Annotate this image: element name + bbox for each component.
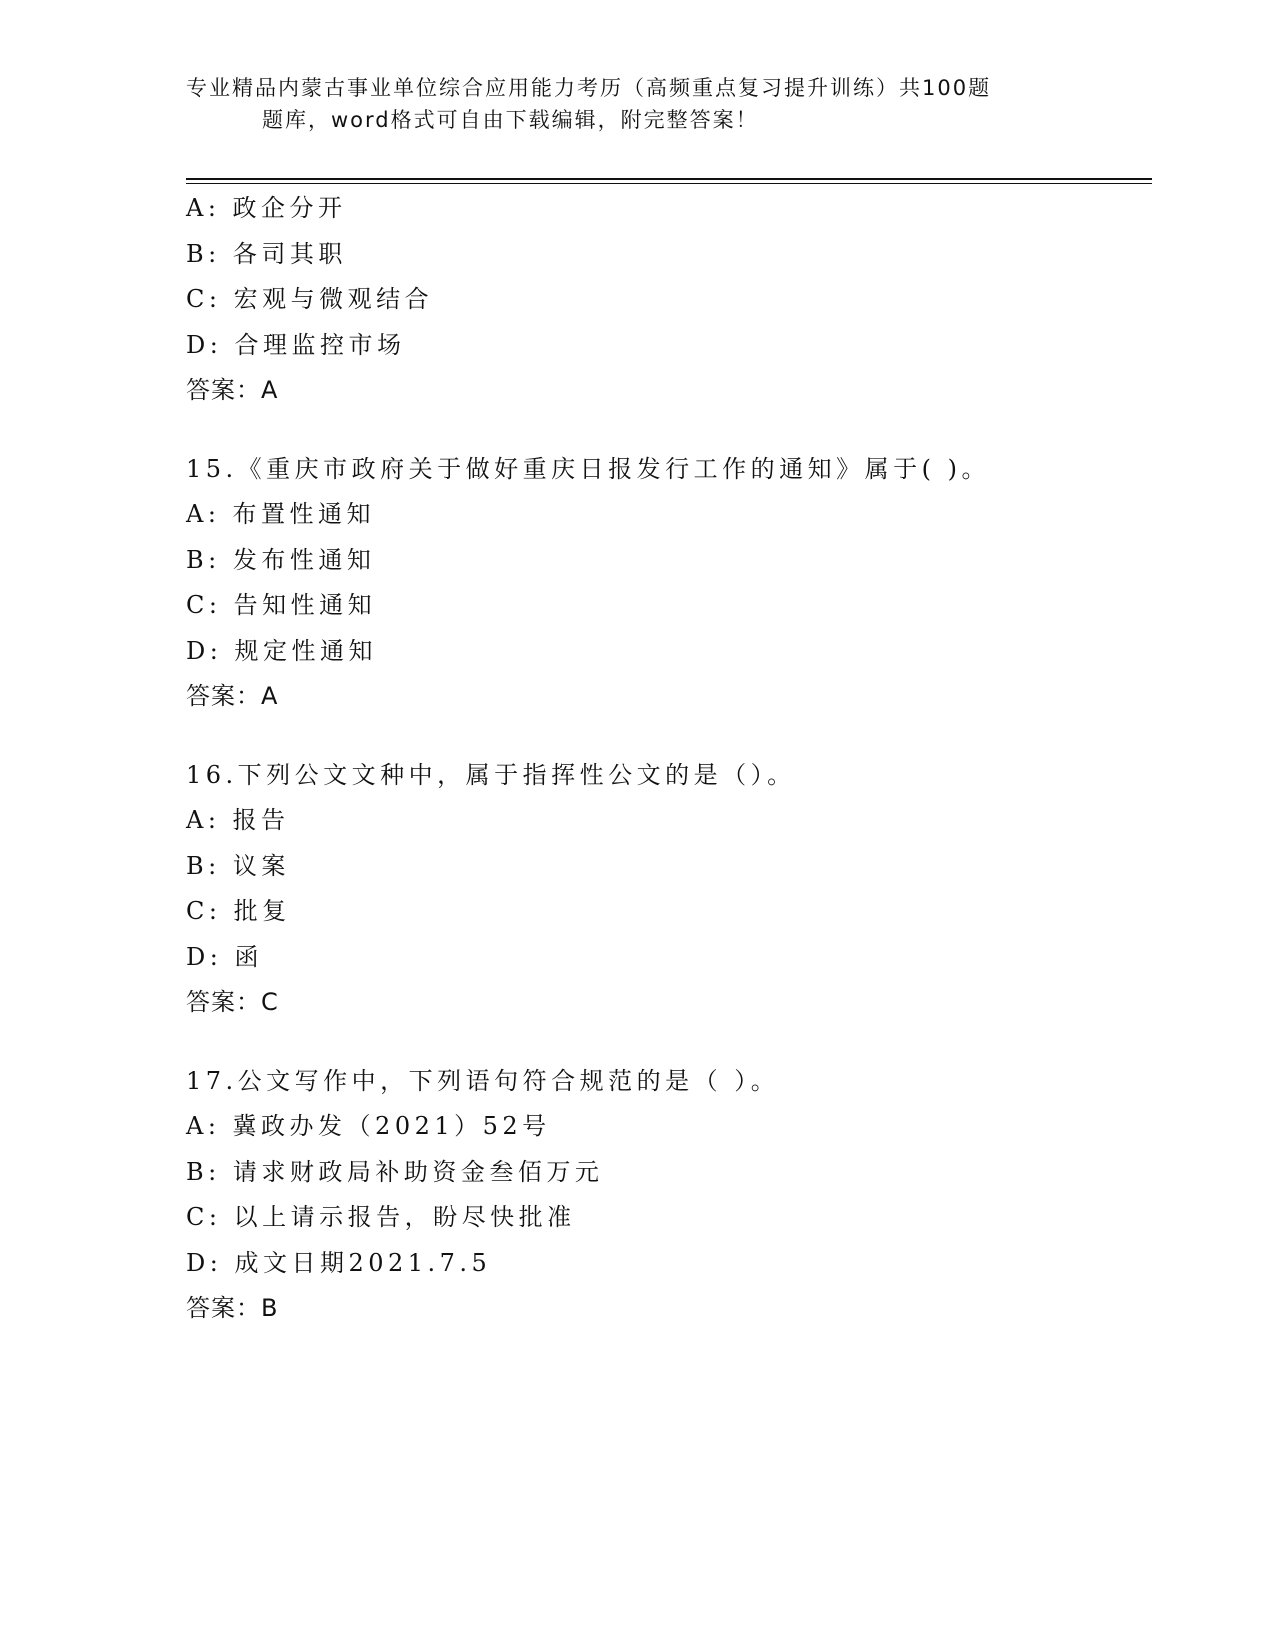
question-block-17 [186, 1059, 1146, 1332]
header-divider-thin [186, 183, 1152, 184]
question-text: 16.下列公文文种中，属于指挥性公文的是（）。 [186, 760, 796, 789]
question-block-15 [186, 447, 1146, 720]
document-header [186, 72, 1086, 136]
option-d: D: 函 [186, 942, 263, 971]
answer-line: 答案：C [186, 988, 279, 1016]
option-a: A: 布置性通知 [186, 500, 376, 528]
option-a: A: 政企分开 [186, 194, 347, 222]
question-block-16 [186, 753, 1146, 1026]
option-a: A: 报告 [186, 806, 290, 834]
option-c: C: 告知性通知 [186, 591, 377, 619]
option-c: C: 以上请示报告，盼尽快批准 [186, 1203, 576, 1231]
option-a: A: 冀政办发（2021）52号 [186, 1112, 551, 1140]
question-list [186, 186, 1146, 1365]
option-b: B: 请求财政局补助资金叁佰万元 [186, 1157, 604, 1186]
option-c: C: 批复 [186, 897, 291, 925]
option-c: C: 宏观与微观结合 [186, 285, 434, 313]
answer-line: 答案：A [186, 682, 279, 710]
header-title-line-1: 专业精品内蒙古事业单位综合应用能力考历（高频重点复习提升训练）共100题 [186, 76, 992, 100]
option-b: B: 各司其职 [186, 239, 347, 268]
question-block-14 [186, 186, 1146, 414]
question-text: 17.公文写作中，下列语句符合规范的是（ ）。 [186, 1066, 780, 1095]
question-text: 15.《重庆市政府关于做好重庆日报发行工作的通知》属于( )。 [186, 454, 991, 483]
option-b: B: 发布性通知 [186, 545, 376, 574]
option-b: B: 议案 [186, 851, 290, 880]
header-divider-thick [186, 178, 1152, 180]
option-d: D: 成文日期2021.7.5 [186, 1248, 492, 1277]
answer-line: 答案：B [186, 1294, 279, 1322]
option-d: D: 合理监控市场 [186, 330, 406, 359]
answer-line: 答案：A [186, 376, 279, 404]
option-d: D: 规定性通知 [186, 636, 377, 665]
header-title-line-2: 题库，word格式可自由下载编辑，附完整答案！ [262, 108, 759, 132]
